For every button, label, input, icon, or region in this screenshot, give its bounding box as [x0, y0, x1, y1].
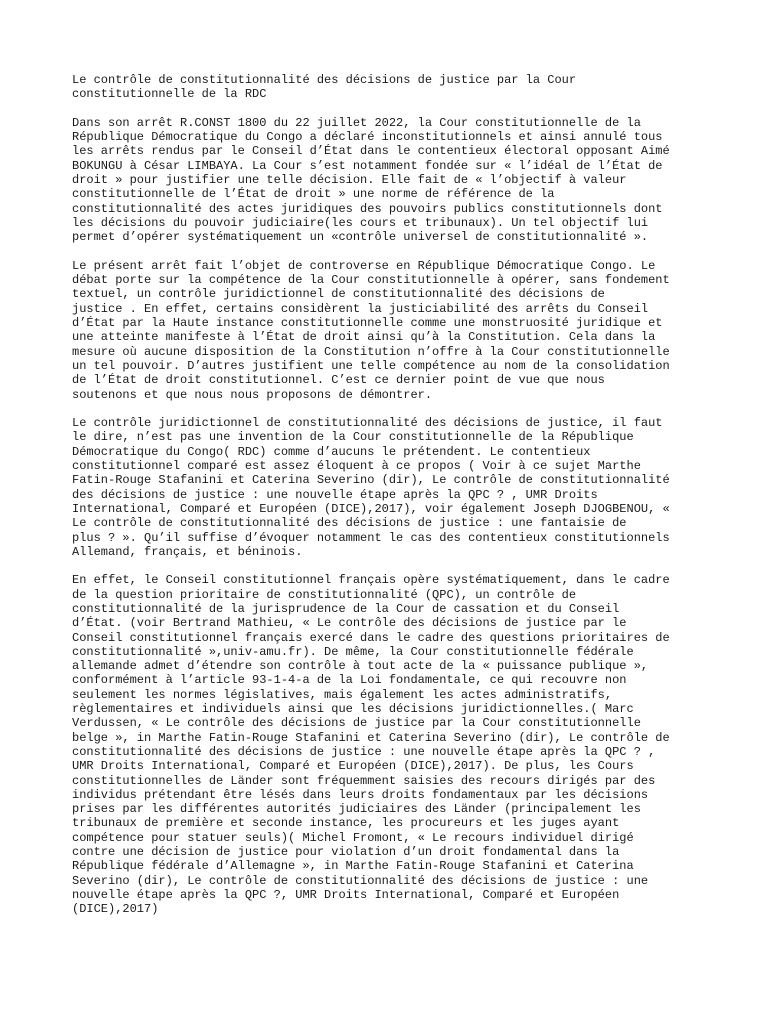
text-line: Le présent arrêt fait l’objet de controverse en République Démocratique Congo. Le — [72, 258, 656, 273]
document-page — [72, 73, 702, 931]
text-line: (DICE),2017) — [72, 902, 159, 917]
paragraph-2 — [72, 259, 702, 402]
text-line: Fatin-Rouge Stafanini et Caterina Severino (dir), Le contrôle de constitutionnalité — [72, 473, 670, 488]
text-line: Severino (dir), Le contrôle de constitutionnalité des décisions de justice : une — [72, 873, 649, 888]
text-line: prises par les différentes autorités judiciaires des Länder (principalement les — [72, 802, 641, 817]
text-line: constitutionnalité »,univ-amu.fr). De même, la Cour constitutionnelle fédérale — [72, 644, 634, 659]
text-line: mesure où aucune disposition de la Constitution n’offre à la Cour constitutionnelle — [72, 344, 670, 359]
text-line: BOKUNGU à César LIMBAYA. La Cour s’est notamment fondée sur « l’idéal de l’État de — [72, 158, 663, 173]
text-line: constitutionnalité des actes juridiques des pouvoirs publics constitutionnels dont — [72, 201, 663, 216]
text-line: constitutionnalité des décisions de justice : une nouvelle étape après la QPC ? , — [72, 744, 656, 759]
text-line: un tel pouvoir. D’autres justifient une telle compétence au nom de la consolidation — [72, 358, 670, 373]
text-line: Allemand, français, et béninois. — [72, 544, 303, 559]
text-line: tribunaux de première et seconde instance, les procureurs et les juges ayant — [72, 816, 620, 831]
text-line: En effet, le Conseil constitutionnel français opère systématiquement, dans le cadre — [72, 573, 670, 588]
text-line: belge », in Marthe Fatin-Rouge Stafanini et Caterina Severino (dir), Le contrôle de — [72, 730, 670, 745]
text-line: conformément à l’article 93-1-4-a de la Loi fondamentale, ce qui recouvre non — [72, 673, 627, 688]
text-line: constitutionnel comparé est assez éloquent à ce propos ( Voir à ce sujet Marthe — [72, 459, 641, 474]
text-line: constitutionnelle de l’État de droit » une norme de référence de la — [72, 187, 555, 202]
text-line: une atteinte manifeste à l’État de droit ainsi qu’à la Constitution. Cela dans la — [72, 330, 656, 345]
text-line: soutenons et que nous nous proposons de démontrer. — [72, 387, 433, 402]
text-line: nouvelle étape après la QPC ?, UMR Droits International, Comparé et Européen — [72, 887, 620, 902]
text-line: le dire, n’est pas une invention de la Cour constitutionnelle de la République — [72, 430, 634, 445]
text-line: débat porte sur la compétence de la Cour constitutionnelle à opérer, sans fondement — [72, 273, 670, 288]
paragraph-1 — [72, 116, 702, 245]
text-line: seulement les normes législatives, mais également les actes administratifs, — [72, 687, 613, 702]
text-line: UMR Droits International, Comparé et Européen (DICE),2017). De plus, les Cours — [72, 759, 634, 774]
text-line: Dans son arrêt R.CONST 1800 du 22 juillet 2022, la Cour constitutionnelle de la — [72, 115, 641, 130]
text-line: textuel, un contrôle juridictionnel de constitutionnalité des décisions de — [72, 287, 605, 302]
text-line: Conseil constitutionnel français exercé dans le cadre des questions prioritaires de — [72, 630, 670, 645]
text-line: Le contrôle juridictionnel de constitutionnalité des décisions de justice, il faut — [72, 416, 663, 431]
paragraph-3 — [72, 416, 702, 559]
text-line: République fédérale d’Allemagne », in Marthe Fatin-Rouge Stafanini et Caterina — [72, 859, 634, 874]
text-line: République Démocratique du Congo a déclaré inconstitutionnels et ainsi annulé tous — [72, 130, 663, 145]
text-line: constitutionnalité de la jurisprudence de la Cour de cassation et du Conseil — [72, 601, 620, 616]
text-line: individus prétendant être lésés dans leurs droits fondamentaux par les décisions — [72, 787, 649, 802]
text-line: règlementaires et individuels ainsi que les décisions juridictionnelles.( Marc — [72, 702, 634, 717]
text-line: allemande admet d’étendre son contrôle à tout acte de la « puissance publique », — [72, 659, 649, 674]
text-line: Verdussen, « Le contrôle des décisions de justice par la Cour constitutionnelle — [72, 716, 641, 731]
text-line: de l’État de droit constitutionnel. C’est ce dernier point de vue que nous — [72, 373, 605, 388]
text-line: droit » pour justifier une telle décision. Elle fait de « l’objectif à valeur — [72, 173, 627, 188]
text-line: justice . En effet, certains considèrent la justiciabilité des arrêts du Conseil — [72, 301, 649, 316]
title-line: constitutionnelle de la RDC — [72, 87, 267, 102]
text-line: plus ? ». Qu’il suffise d’évoquer notamment le cas des contentieux constitutionnels — [72, 530, 670, 545]
text-line: contre une décision de justice pour violation d’un droit fondamental dans la — [72, 845, 620, 860]
text-line: permet d’opérer systématiquement un «contrôle universel de constitutionnalité ». — [72, 230, 649, 245]
text-line: d’État. (voir Bertrand Mathieu, « Le contrôle des décisions de justice par le — [72, 616, 627, 631]
text-line: Le contrôle de constitutionnalité des décisions de justice : une fantaisie de — [72, 516, 627, 531]
document-title — [72, 73, 702, 102]
text-line: des décisions de justice : une nouvelle étape après la QPC ? , UMR Droits — [72, 487, 598, 502]
text-line: de la question prioritaire de constitutionnalité (QPC), un contrôle de — [72, 587, 577, 602]
text-line: d’État par la Haute instance constitutionnelle comme une monstruosité juridique et — [72, 316, 663, 331]
paragraph-4 — [72, 573, 702, 916]
text-line: Démocratique du Congo( RDC) comme d’aucuns le prétendent. Le contentieux — [72, 444, 591, 459]
text-line: les arrêts rendus par le Conseil d’État dans le contentieux électoral opposant Aimé — [72, 144, 670, 159]
text-line: International, Comparé et Européen (DICE),2017), voir également Joseph DJOGBENOU, « — [72, 501, 670, 516]
text-line: constitutionnelles de Länder sont fréquemment saisies des recours dirigés par des — [72, 773, 656, 788]
text-line: compétence pour statuer seuls)( Michel Fromont, « Le recours individuel dirigé — [72, 830, 634, 845]
text-line: les décisions du pouvoir judiciaire(les cours et tribunaux). Un tel objectif lui — [72, 215, 649, 230]
title-line: Le contrôle de constitutionnalité des décisions de justice par la Cour — [72, 73, 577, 87]
